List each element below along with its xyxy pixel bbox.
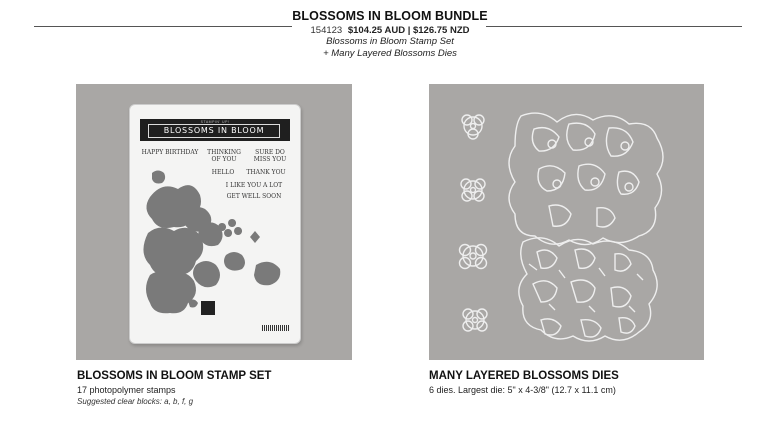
sentiment-i-like-you-a-lot: I LIKE YOU A LOT: [225, 182, 283, 189]
stamp-petal-3: [193, 261, 220, 287]
sentiment-sure-do-miss-you: SURE DO MISS YOU: [253, 149, 287, 163]
stamp-package: [129, 104, 301, 344]
dies-description: 6 dies. Largest die: 5" x 4-3/8" (12.7 x 11.1 cm): [429, 385, 616, 395]
stamp-leaf-large: [254, 262, 280, 285]
stamp-set-title: BLOSSOMS IN BLOOM STAMP SET: [77, 370, 272, 382]
stamp-petal-4: [224, 252, 245, 271]
stamp-bud-small: [152, 171, 165, 184]
bundle-item-code: 154123: [310, 25, 343, 36]
stamp-flower-images: [130, 105, 300, 343]
bundle-price-line: [0, 25, 780, 36]
package-name: BLOSSOMS IN BLOOM: [163, 126, 265, 135]
sentiment-hello: HELLO: [211, 169, 235, 176]
die-small-flower-2: [461, 179, 485, 201]
package-barcode: [262, 325, 290, 331]
die-large-outline: [509, 113, 663, 244]
sentiment-get-well-soon: GET WELL SOON: [226, 193, 282, 200]
stampin-up-logo: [201, 301, 215, 315]
sentiment-thank-you: THANK YOU: [246, 169, 286, 176]
stamp-bud-2: [188, 299, 198, 307]
dies-illustration: [429, 84, 704, 360]
die-small-flower-3: [460, 245, 487, 269]
bundle-includes-dies: + Many Layered Blossoms Dies: [323, 48, 457, 59]
bundle-header: [0, 9, 780, 60]
stamp-set-clear-blocks-note: Suggested clear blocks: a, b, f, g: [77, 397, 194, 406]
die-small-flower-1: [462, 115, 484, 139]
bundle-title: BLOSSOMS IN BLOOM BUNDLE: [292, 9, 488, 23]
bundle-includes-stamp: Blossoms in Bloom Stamp Set: [326, 36, 454, 47]
die-large-detailed: [519, 238, 657, 341]
dies-image: [429, 84, 704, 360]
package-brand: STAMPIN' UP!: [200, 120, 230, 124]
die-small-flower-4: [463, 309, 487, 331]
bundle-prices: $104.25 AUD | $126.75 NZD: [347, 25, 470, 36]
stamp-leaf-small: [250, 231, 260, 243]
stamp-set-description: 17 photopolymer stamps: [77, 385, 176, 395]
sentiment-happy-birthday: HAPPY BIRTHDAY: [141, 149, 199, 156]
stamp-flower-3: [146, 271, 196, 313]
sentiment-thinking-of-you: THINKING OF YOU: [207, 149, 241, 163]
stamp-set-image: [76, 84, 352, 360]
dies-title: MANY LAYERED BLOSSOMS DIES: [429, 370, 619, 382]
